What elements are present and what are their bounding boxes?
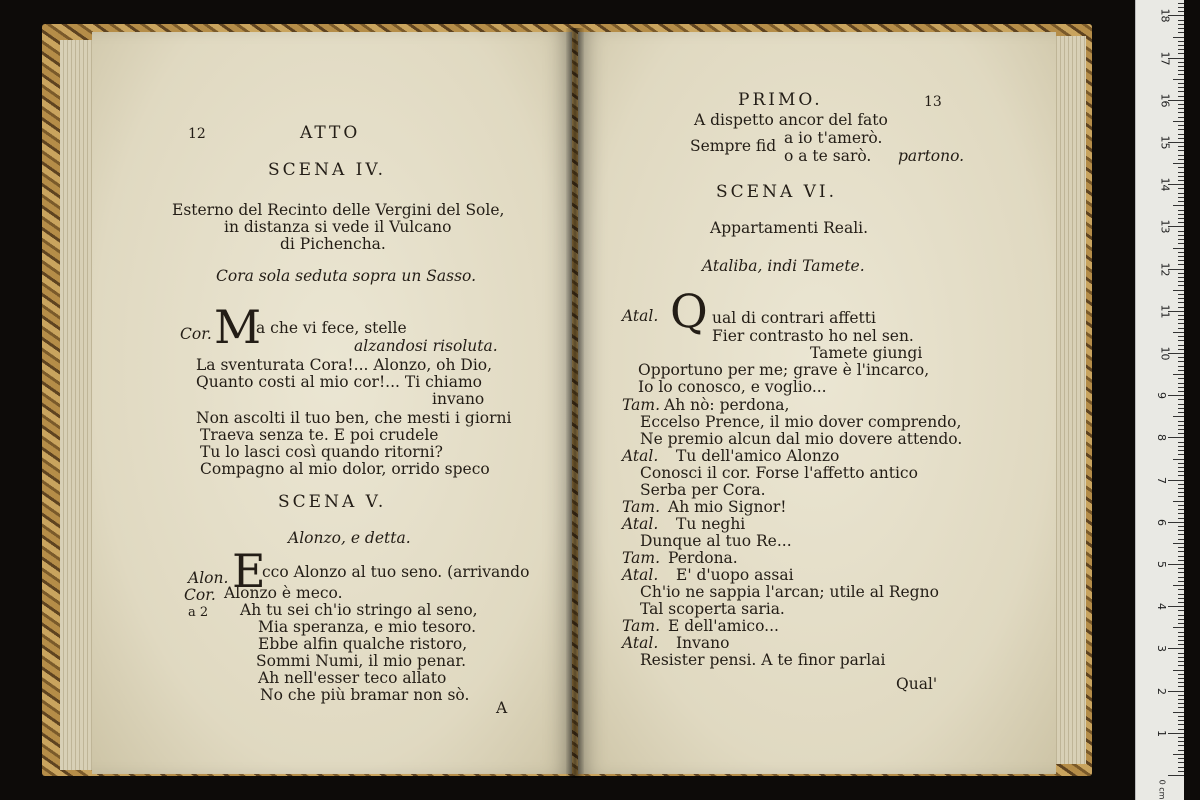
verse-line: a che vi fece, stelle — [256, 319, 407, 337]
ruler-tick — [1178, 235, 1184, 236]
ruler-tick — [1178, 91, 1184, 92]
ruler-tick — [1178, 302, 1184, 303]
verse-line: No che più bramar non sò. — [260, 686, 470, 704]
ruler-number: 2 — [1155, 687, 1168, 695]
scene-setting-line: di Pichencha. — [280, 235, 386, 253]
ruler-tick — [1178, 707, 1184, 708]
ruler-tick — [1178, 3, 1184, 4]
ruler-tick — [1178, 214, 1184, 215]
ruler-tick — [1178, 703, 1184, 704]
verse-line: Sempre fid — [690, 137, 777, 155]
ruler-tick — [1178, 636, 1184, 637]
ruler-tick — [1178, 361, 1184, 362]
ruler-tick — [1178, 74, 1184, 75]
ruler-tick — [1178, 201, 1184, 202]
ruler-tick — [1173, 585, 1184, 586]
book-gutter — [566, 28, 584, 778]
running-header: PRIMO. — [738, 90, 823, 110]
ruler-tick — [1168, 395, 1184, 396]
ruler-tick — [1178, 729, 1184, 730]
ruler-tick — [1178, 720, 1184, 721]
ruler-tick — [1178, 547, 1184, 548]
ruler-number: 12 — [1158, 262, 1172, 277]
ruler-tick — [1178, 623, 1184, 624]
ruler-number: 15 — [1158, 135, 1172, 150]
speaker-label: Atal. — [622, 566, 659, 584]
ruler-tick — [1178, 509, 1184, 510]
ruler-tick — [1178, 125, 1184, 126]
ruler-tick — [1173, 290, 1184, 291]
ruler-tick — [1178, 492, 1184, 493]
verse-line: Compagno al mio dolor, orrido speco — [200, 460, 490, 478]
ruler-tick — [1178, 737, 1184, 738]
ruler-tick — [1178, 96, 1184, 97]
ruler-tick — [1178, 767, 1184, 768]
ruler-tick — [1173, 374, 1184, 375]
verse-line: a io t'amerò. — [784, 129, 883, 147]
ruler-tick — [1178, 699, 1184, 700]
ruler-tick — [1173, 332, 1184, 333]
verse-line: Alonzo è meco. — [224, 584, 343, 602]
left-page — [92, 32, 572, 774]
ruler-tick — [1178, 387, 1184, 388]
ruler-tick — [1178, 180, 1184, 181]
ruler-number: 8 — [1155, 434, 1168, 442]
verse-line: Mia speranza, e mio tesoro. — [258, 618, 477, 636]
ruler-tick — [1168, 691, 1184, 692]
ruler-tick — [1178, 644, 1184, 645]
page-number: 13 — [924, 94, 942, 110]
ruler-tick — [1178, 391, 1184, 392]
ruler-tick — [1178, 412, 1184, 413]
ruler-tick — [1173, 248, 1184, 249]
ruler-tick — [1178, 264, 1184, 265]
ruler-tick — [1178, 560, 1184, 561]
ruler-tick — [1178, 32, 1184, 33]
ruler-tick — [1178, 281, 1184, 282]
ruler-tick — [1178, 615, 1184, 616]
ruler-tick — [1178, 442, 1184, 443]
ruler-tick — [1178, 665, 1184, 666]
ruler-tick — [1178, 762, 1184, 763]
running-header: ATTO — [300, 123, 361, 143]
ruler-tick — [1178, 87, 1184, 88]
speaker-label: Tam. — [622, 549, 661, 567]
ruler-tick — [1178, 108, 1184, 109]
ruler-tick — [1178, 745, 1184, 746]
ruler-tick — [1178, 210, 1184, 211]
ruler-tick — [1178, 256, 1184, 257]
verse-line: Fier contrasto ho nel sen. — [712, 327, 914, 345]
ruler-tick — [1173, 205, 1184, 206]
ruler-tick — [1173, 712, 1184, 713]
ruler-tick — [1178, 83, 1184, 84]
ruler-tick — [1173, 501, 1184, 502]
ruler-number: 13 — [1158, 219, 1172, 234]
ruler-tick — [1178, 686, 1184, 687]
ruler-number: 1 — [1155, 729, 1168, 737]
ruler-number: 9 — [1155, 392, 1168, 400]
verse-line: Tu lo lasci così quando ritorni? — [200, 443, 443, 461]
dialogue-line: Conosci il cor. Forse l'affetto antico — [640, 464, 918, 482]
ruler-tick — [1178, 146, 1184, 147]
speaker-label: Atal. — [622, 515, 659, 533]
dialogue-line: Eccelso Prence, il mio dover comprendo, — [640, 413, 962, 431]
scene-title: SCENA IV. — [268, 160, 387, 180]
verse-line: cco Alonzo al tuo seno. (arrivando — [262, 563, 530, 581]
scene-title: SCENA V. — [278, 492, 387, 512]
ruler-tick — [1178, 408, 1184, 409]
speaker-label: Tam. — [622, 396, 661, 414]
ruler-tick — [1178, 577, 1184, 578]
ruler-tick — [1178, 463, 1184, 464]
dialogue-line: Tu dell'amico Alonzo — [676, 447, 840, 465]
ruler-tick — [1178, 239, 1184, 240]
ruler-tick — [1178, 298, 1184, 299]
ruler-tick — [1168, 522, 1184, 523]
ruler-tick — [1178, 602, 1184, 603]
ruler-number: 6 — [1155, 518, 1168, 526]
ruler-tick — [1173, 627, 1184, 628]
ruler-tick — [1178, 471, 1184, 472]
ruler-tick — [1178, 433, 1184, 434]
ruler-tick — [1173, 163, 1184, 164]
ruler-tick — [1178, 41, 1184, 42]
stage-direction: partono. — [898, 147, 965, 165]
ruler-tick — [1178, 619, 1184, 620]
page-number: 12 — [188, 126, 206, 142]
ruler-tick — [1178, 315, 1184, 316]
ruler-tick — [1178, 399, 1184, 400]
verse-line: Io lo conosco, e voglio... — [638, 378, 827, 396]
ruler-number: 7 — [1155, 476, 1168, 484]
speaker-label: Cor. — [180, 325, 212, 343]
ruler-tick — [1178, 450, 1184, 451]
ruler-tick — [1178, 252, 1184, 253]
ruler-tick — [1178, 581, 1184, 582]
dialogue-line: E' d'uopo assai — [676, 566, 794, 584]
ruler-tick — [1178, 307, 1184, 308]
speaker-label: Alon. — [188, 569, 229, 587]
ruler-tick — [1178, 366, 1184, 367]
ruler-tick — [1178, 197, 1184, 198]
ruler-tick — [1178, 222, 1184, 223]
ruler-tick — [1178, 345, 1184, 346]
ruler-tick — [1178, 340, 1184, 341]
page-edges-right — [1056, 36, 1086, 764]
ruler-tick — [1178, 446, 1184, 447]
ruler-tick — [1178, 159, 1184, 160]
ruler-tick — [1178, 741, 1184, 742]
ruler-tick — [1178, 117, 1184, 118]
ruler-tick — [1178, 357, 1184, 358]
ruler-tick — [1178, 260, 1184, 261]
ruler-tick — [1178, 539, 1184, 540]
ruler-tick — [1168, 564, 1184, 565]
ruler-tick — [1178, 172, 1184, 173]
drop-cap: M — [214, 300, 262, 354]
ruler-tick — [1178, 20, 1184, 21]
dialogue-line: Tal scoperta saria. — [640, 600, 785, 618]
verse-line: Tamete giungi — [810, 344, 923, 362]
verse-line: A dispetto ancor del fato — [694, 111, 888, 129]
ruler-tick — [1178, 370, 1184, 371]
ruler-tick — [1178, 193, 1184, 194]
ruler-tick — [1178, 682, 1184, 683]
ruler-tick — [1178, 49, 1184, 50]
stage-direction: Cora sola seduta sopra un Sasso. — [216, 267, 477, 285]
ruler-tick — [1178, 66, 1184, 67]
ruler-tick — [1178, 294, 1184, 295]
speaker-label: Atal. — [622, 447, 659, 465]
ruler-number: 18 — [1158, 8, 1172, 23]
ruler-tick — [1178, 534, 1184, 535]
ruler-tick — [1178, 632, 1184, 633]
dialogue-line: Serba per Cora. — [640, 481, 766, 499]
ruler-tick — [1178, 750, 1184, 751]
ruler-number: 17 — [1158, 51, 1172, 66]
ruler-tick — [1178, 551, 1184, 552]
ruler-tick — [1178, 277, 1184, 278]
ruler-tick — [1178, 425, 1184, 426]
ruler-tick — [1178, 484, 1184, 485]
speaker-label: Atal. — [622, 634, 659, 652]
dialogue-line: Resister pensi. A te finor parlai — [640, 651, 886, 669]
ruler-tick — [1178, 758, 1184, 759]
ruler-number: 16 — [1158, 93, 1172, 108]
catchword: A — [496, 699, 508, 717]
ruler-tick — [1168, 437, 1184, 438]
ruler-tick — [1168, 648, 1184, 649]
ruler-tick — [1178, 28, 1184, 29]
ruler-number: 4 — [1155, 603, 1168, 611]
verse-line: ual di contrari affetti — [712, 309, 876, 327]
ruler-tick — [1178, 7, 1184, 8]
ruler-tick — [1168, 606, 1184, 607]
verse-line: Ah nell'esser teco allato — [258, 669, 447, 687]
stage-direction: Ataliba, indi Tamete. — [702, 257, 865, 275]
ruler-number: 3 — [1155, 645, 1168, 653]
ruler-tick — [1178, 429, 1184, 430]
speaker-label: Tam. — [622, 617, 661, 635]
speaker-label: Atal. — [622, 307, 659, 325]
ruler-tick — [1178, 674, 1184, 675]
verse-line: Ah tu sei ch'io stringo al seno, — [240, 601, 478, 619]
ruler-tick — [1168, 733, 1184, 734]
dialogue-line: E dell'amico... — [668, 617, 779, 635]
ruler-tick — [1178, 518, 1184, 519]
verse-line: Opportuno per me; grave è l'incarco, — [638, 361, 930, 379]
ruler-tick — [1178, 572, 1184, 573]
ruler-number: 11 — [1158, 304, 1172, 319]
ruler-tick — [1178, 112, 1184, 113]
speaker-label: Cor. — [184, 586, 216, 604]
ruler-tick — [1178, 155, 1184, 156]
dialogue-line: Dunque al tuo Re... — [640, 532, 792, 550]
ruler-tick — [1178, 218, 1184, 219]
ruler-tick — [1178, 678, 1184, 679]
ruler-tick — [1178, 328, 1184, 329]
ruler-tick — [1178, 285, 1184, 286]
ruler-tick — [1178, 610, 1184, 611]
ruler-tick — [1168, 775, 1184, 776]
stage-direction: alzandosi risoluta. — [354, 337, 498, 355]
page-edges-left — [60, 40, 94, 770]
ruler-tick — [1178, 653, 1184, 654]
ruler-tick — [1178, 53, 1184, 54]
ruler-tick — [1178, 475, 1184, 476]
dialogue-line: Invano — [676, 634, 730, 652]
dialogue-line: Ne premio alcun dal mio dovere attendo. — [640, 430, 963, 448]
ruler-tick — [1178, 505, 1184, 506]
ruler-tick — [1178, 640, 1184, 641]
ruler-tick — [1178, 104, 1184, 105]
ruler-tick — [1173, 416, 1184, 417]
ruler-tick — [1178, 62, 1184, 63]
ruler-tick — [1178, 134, 1184, 135]
ruler-tick — [1178, 231, 1184, 232]
ruler-tick — [1178, 176, 1184, 177]
measuring-ruler — [1135, 0, 1184, 800]
ruler-tick — [1178, 598, 1184, 599]
ruler-tick — [1178, 716, 1184, 717]
dialogue-line: Ch'io ne sappia l'arcan; utile al Regno — [640, 583, 939, 601]
ruler-number: 14 — [1158, 177, 1172, 192]
ruler-tick — [1178, 589, 1184, 590]
ruler-tick — [1178, 421, 1184, 422]
ruler-tick — [1178, 188, 1184, 189]
ruler-tick — [1178, 243, 1184, 244]
ruler-tick — [1173, 121, 1184, 122]
duet-marker: a 2 — [188, 605, 209, 620]
ruler-tick — [1178, 556, 1184, 557]
dialogue-line: Perdona. — [668, 549, 738, 567]
ruler-tick — [1178, 404, 1184, 405]
verse-line: o a te sarò. — [784, 147, 872, 165]
verse-line: Ebbe alfin qualche ristoro, — [258, 635, 468, 653]
ruler-tick — [1173, 79, 1184, 80]
ruler-tick — [1178, 150, 1184, 151]
scene-setting: Appartamenti Reali. — [710, 219, 869, 237]
ruler-tick — [1178, 695, 1184, 696]
scene-title: SCENA VI. — [716, 182, 838, 202]
right-page — [578, 32, 1056, 774]
ruler-tick — [1178, 594, 1184, 595]
dialogue-line: Ah nò: perdona, — [664, 396, 790, 414]
ruler-tick — [1178, 383, 1184, 384]
ruler-tick — [1178, 336, 1184, 337]
ruler-tick — [1178, 657, 1184, 658]
ruler-tick — [1178, 129, 1184, 130]
ruler-tick — [1178, 771, 1184, 772]
ruler-tick — [1178, 513, 1184, 514]
ruler-tick — [1178, 378, 1184, 379]
ruler-tick — [1178, 724, 1184, 725]
verse-line: La sventurata Cora!... Alonzo, oh Dio, — [196, 356, 493, 374]
ruler-tick — [1178, 167, 1184, 168]
ruler-tick — [1178, 319, 1184, 320]
ruler-tick — [1178, 349, 1184, 350]
ruler-tick — [1173, 37, 1184, 38]
verse-line: Traeva senza te. E poi crudele — [200, 426, 439, 444]
ruler-tick — [1178, 138, 1184, 139]
ruler-tick — [1178, 11, 1184, 12]
dialogue-line: Tu neghi — [676, 515, 746, 533]
ruler-tick — [1178, 454, 1184, 455]
ruler-tick — [1178, 488, 1184, 489]
scene-setting-line: in distanza si vede il Vulcano — [224, 218, 452, 236]
ruler-tick — [1173, 670, 1184, 671]
ruler-tick — [1178, 496, 1184, 497]
stage-direction: Alonzo, e detta. — [288, 529, 411, 547]
ruler-tick — [1178, 661, 1184, 662]
drop-cap: E — [232, 544, 266, 598]
ruler-tick — [1178, 323, 1184, 324]
ruler-unit-label: 0 cm — [1157, 779, 1167, 800]
ruler-number: 10 — [1158, 346, 1172, 361]
verse-line: Quanto costi al mio cor!... Ti chiamo — [196, 373, 482, 391]
ruler-tick — [1173, 754, 1184, 755]
ruler-tick — [1178, 24, 1184, 25]
ruler-number: 5 — [1155, 561, 1168, 568]
ruler-tick — [1173, 543, 1184, 544]
ruler-tick — [1178, 273, 1184, 274]
drop-cap: Q — [670, 284, 708, 338]
ruler-tick — [1178, 568, 1184, 569]
ruler-tick — [1178, 70, 1184, 71]
speaker-label: Tam. — [622, 498, 661, 516]
verse-line: Sommi Numi, il mio penar. — [256, 652, 466, 670]
scene-setting-line: Esterno del Recinto delle Vergini del Sole, — [172, 201, 505, 219]
verse-line: invano — [432, 390, 485, 408]
ruler-tick — [1178, 526, 1184, 527]
ruler-tick — [1178, 530, 1184, 531]
catchword: Qual' — [896, 675, 938, 693]
ruler-tick — [1178, 467, 1184, 468]
ruler-tick — [1178, 45, 1184, 46]
ruler-tick — [1168, 480, 1184, 481]
dialogue-line: Ah mio Signor! — [668, 498, 787, 516]
ruler-tick — [1173, 459, 1184, 460]
verse-line: Non ascolti il tuo ben, che mesti i giorni — [196, 409, 512, 427]
